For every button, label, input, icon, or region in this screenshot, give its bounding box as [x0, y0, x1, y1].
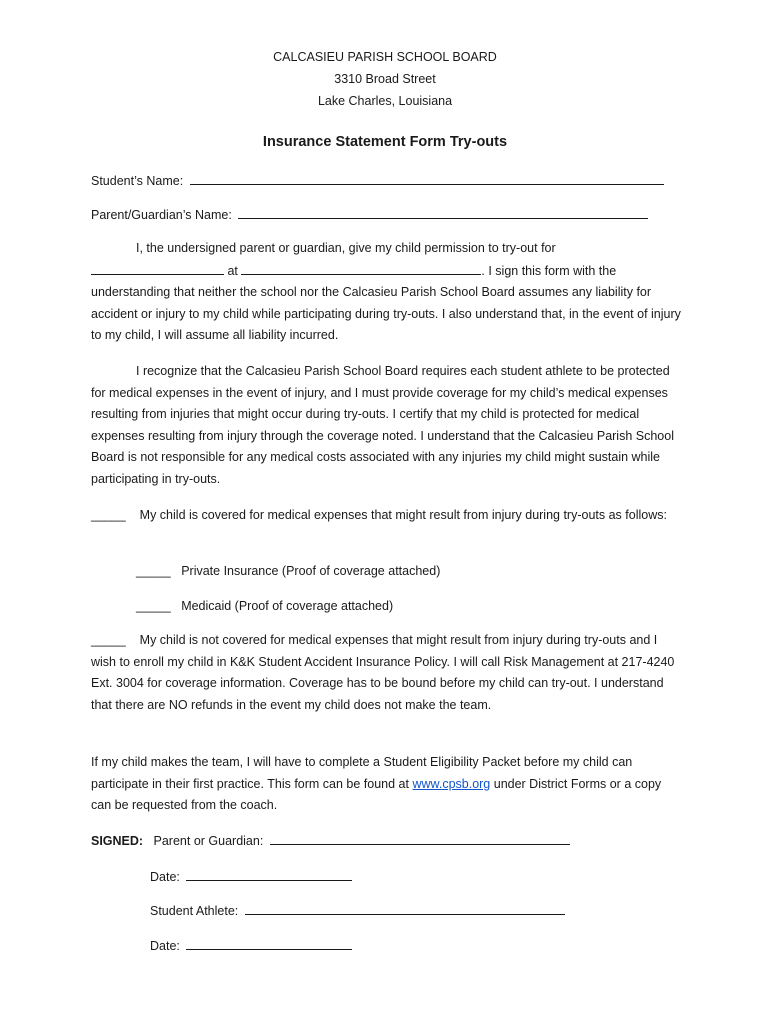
date-field-1[interactable]	[186, 866, 352, 881]
date-label-1: Date:	[150, 870, 180, 884]
permission-paragraph	[91, 238, 681, 347]
at-label: at	[227, 263, 238, 278]
parent-signature-label: Parent or Guardian:	[153, 834, 264, 848]
not-covered-blank[interactable]: _____	[91, 633, 126, 647]
student-name-row	[91, 170, 664, 193]
recognition-paragraph	[91, 361, 681, 490]
permission-line1: I, the undersigned parent or guardian, give my child permission to try-out for	[136, 241, 556, 255]
not-covered-text: My child is not covered for medical expenses that might result from injury during try-outs and I wish to enroll my child in K&K Student Accident Insurance Policy. I will call Risk Management at 217-4240 Ext. 3004 for coverage information. Coverage has to be bound before my child can try-out. I understand that there are NO refunds in the event my child does not make the team.	[91, 633, 675, 712]
parent-signature-field[interactable]	[270, 830, 570, 845]
team-text-after: under District Forms or a copy can be requested from the coach.	[91, 776, 662, 812]
cpsb-link[interactable]: www.cpsb.org	[412, 776, 491, 791]
covered-text: My child is covered for medical expenses that might result from injury during try-outs as follows:	[139, 508, 667, 522]
covered-blank[interactable]: _____	[91, 508, 126, 522]
student-name-field[interactable]	[190, 170, 664, 185]
form-title: Insurance Statement Form Try-outs	[262, 134, 508, 150]
parent-signature-row	[91, 830, 570, 853]
private-blank[interactable]: _____	[136, 564, 171, 578]
student-signature-label: Student Athlete:	[150, 904, 239, 918]
school-field[interactable]	[241, 260, 481, 275]
not-covered-paragraph	[91, 630, 681, 716]
letterhead	[0, 46, 770, 112]
city-state: Lake Charles, Louisiana	[317, 94, 453, 108]
date-row-2	[150, 935, 352, 958]
sport-field[interactable]	[91, 260, 224, 275]
org-name: CALCASIEU PARISH SCHOOL BOARD	[273, 50, 497, 64]
private-label: Private Insurance (Proof of coverage attached)	[181, 564, 441, 578]
team-text-before: If my child makes the team, I will have to complete a Student Eligibility Packet before my child can participate in their first practice. This form can be found at	[91, 755, 633, 791]
medicaid-label: Medicaid (Proof of coverage attached)	[181, 599, 394, 613]
student-signature-field[interactable]	[245, 900, 565, 915]
covered-paragraph	[91, 505, 681, 527]
date-label-2: Date:	[150, 939, 180, 953]
permission-rest: understanding that neither the school nor the Calcasieu Parish School Board assumes any liability for accident or injury to my child while participating during try-outs. I also understand that, in the event of injury to my child, I will assume all liability incurred.	[91, 285, 681, 342]
medicaid-option	[136, 596, 393, 618]
private-insurance-option	[136, 561, 440, 583]
parent-name-label: Parent/Guardian’s Name:	[91, 208, 232, 222]
street-address: 3310 Broad Street	[334, 72, 436, 86]
medicaid-blank[interactable]: _____	[136, 599, 171, 613]
date-row-1	[150, 866, 352, 889]
permission-line2	[91, 260, 681, 283]
parent-name-field[interactable]	[238, 204, 648, 219]
student-name-label: Student’s Name:	[91, 174, 184, 188]
date-field-2[interactable]	[186, 935, 352, 950]
student-signature-row	[150, 900, 565, 923]
recognition-text: I recognize that the Calcasieu Parish School Board requires each student athlete to be protected for medical expenses in the event of injury, and I must provide coverage for my child’s medical expenses resulting from injuries that might occur during try-outs. I certify that my child is protected for medical expenses resulting from injury through the coverage noted. I understand that the Calcasieu Parish School Board is not responsible for any medical costs associated with any injuries my child might sustain while participating in try-outs.	[91, 364, 674, 486]
signed-label: SIGNED:	[91, 834, 144, 848]
sign-text: . I sign this form with the	[481, 263, 617, 278]
parent-name-row	[91, 204, 648, 227]
team-paragraph	[91, 752, 681, 817]
